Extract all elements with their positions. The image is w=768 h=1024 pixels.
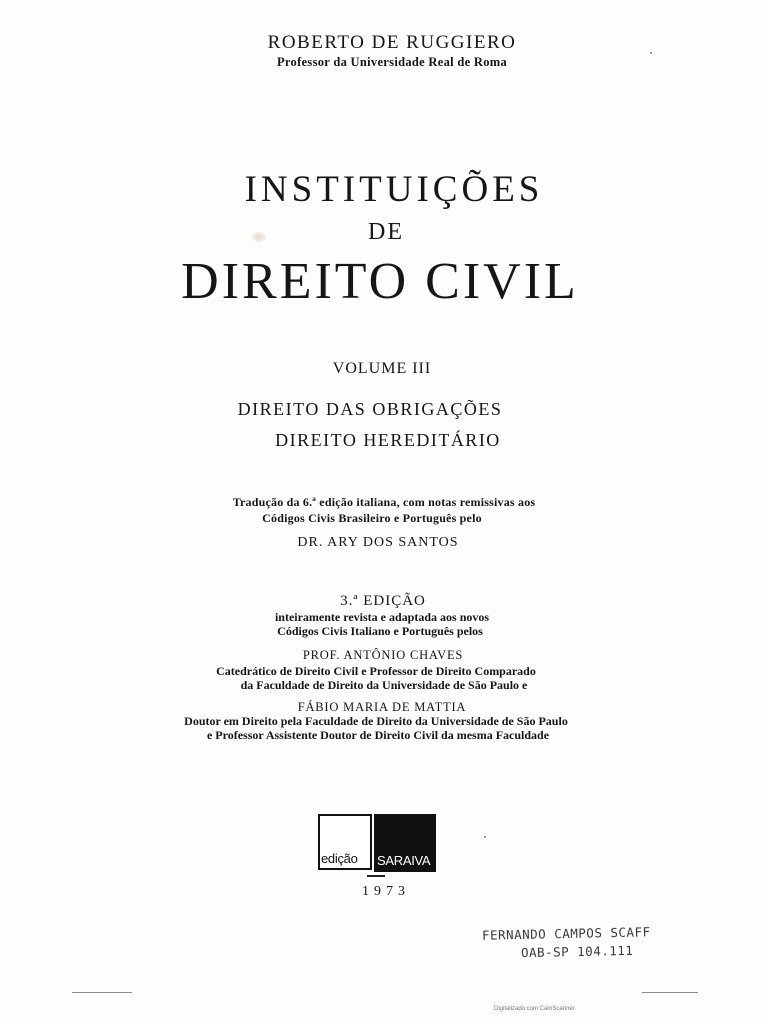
translator-name: DR. ARY DOS SANTOS xyxy=(297,535,459,550)
scanner-watermark: Digitalizado com CamScanner xyxy=(494,1006,575,1012)
edition-description-line-1: inteiramente revista e adaptada aos novos xyxy=(274,610,490,624)
publisher-logo-right-box xyxy=(374,814,436,872)
paper-speck xyxy=(650,52,652,54)
paper-speck xyxy=(484,836,486,838)
reviser-1-title-line-2: da Faculdade de Direito da Universidade de São Paulo e xyxy=(240,678,528,692)
reviser-1-name: PROF. ANTÔNIO CHAVES xyxy=(302,648,464,662)
edition-label: 3.ª EDIÇÃO xyxy=(340,593,426,609)
publisher-logo xyxy=(318,814,436,872)
reviser-2-title-line-2: e Professor Assistente Doutor de Direito Civil da mesma Faculdade xyxy=(206,728,550,742)
publisher-logo-left-box xyxy=(318,814,372,870)
author-name: ROBERTO DE RUGGIERO xyxy=(267,32,517,53)
owner-stamp-name: FERNANDO CAMPOS SCAFF xyxy=(481,924,651,943)
publisher-logo-left-text: edição xyxy=(321,851,358,866)
publication-year: 1973 xyxy=(362,884,410,899)
translation-note-line-1: Tradução da 6.ª edição italiana, com notas remissivas aos xyxy=(232,495,536,509)
publisher-logo-right-text: SARAIVA xyxy=(377,853,431,868)
book-title-line-2: DE xyxy=(368,219,404,245)
logo-underline xyxy=(367,875,385,877)
bottom-rule-left xyxy=(72,992,132,993)
reviser-2-name: FÁBIO MARIA DE MATTIA xyxy=(297,700,467,714)
bottom-rule-right xyxy=(642,992,698,993)
owner-stamp-registration: OAB-SP 104.111 xyxy=(520,942,634,961)
subject-line-2: DIREITO HEREDITÁRIO xyxy=(275,430,501,450)
translation-note-line-2: Códigos Civis Brasileiro e Português pelo xyxy=(262,511,482,525)
reviser-2-title-line-1: Doutor em Direito pela Faculdade de Direito da Universidade de São Paulo xyxy=(184,714,568,728)
book-title-line-3: DIREITO CIVIL xyxy=(181,253,579,310)
volume-label: VOLUME III xyxy=(332,360,432,377)
book-title-line-1: INSTITUIÇÕES xyxy=(244,169,544,210)
reviser-1-title-line-1: Catedrático de Direito Civil e Professor de Direito Comparado xyxy=(216,664,536,678)
edition-description-line-2: Códigos Civis Italiano e Português pelos xyxy=(277,624,483,638)
author-affiliation: Professor da Universidade Real de Roma xyxy=(276,55,508,69)
subject-line-1: DIREITO DAS OBRIGAÇÕES xyxy=(237,399,503,419)
